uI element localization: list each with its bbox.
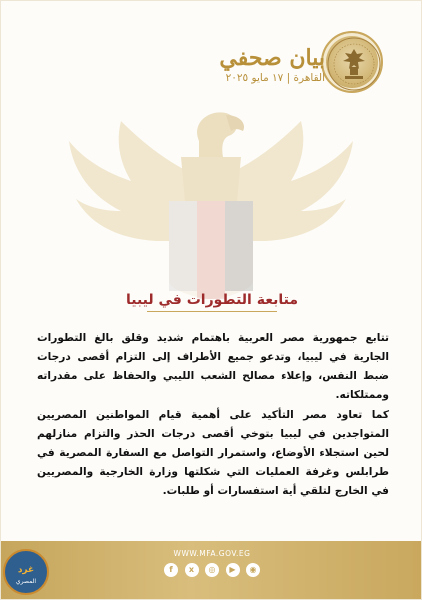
paragraph-2: كما تعاود مصر التأكيد على أهمية قيام المواطنين المصريين المتواجدين في ليبيا بتوخي أقصى درجات الحذر والتزام منازلهم لحين استجلاء الأوضاع، واستمرار التواصل مع السفارة المصرية في طرابلس وغرفة العمليات التي شكلتها وزارة الخارجية والمصريين في الخارج لتلقي أية استفسارات أو طلبات. <box>37 409 389 497</box>
website-icon[interactable]: ◉ <box>246 563 260 577</box>
social-links <box>164 563 260 579</box>
website-url[interactable]: WWW.MFA.GOV.EG <box>173 549 251 558</box>
eagle-watermark-icon <box>61 101 361 301</box>
instagram-icon[interactable]: ◎ <box>205 563 219 577</box>
watermark-line-1: غرد <box>17 565 35 575</box>
watermark-stamp-logo <box>3 549 49 595</box>
paragraph-1: تتابع جمهورية مصر العربية باهتمام شديد وقلق بالغ التطورات الجارية في ليبيا، وتدعو جميع الأطراف إلى التزام أقصى درجات ضبط النفس، وإعلاء مصالح الشعب الليبي والحفاظ على مقدراته وممتلكاته. <box>37 332 389 401</box>
ministry-seal-logo <box>321 31 383 93</box>
document-heading-text: متابعة التطورات في ليبيا <box>125 292 298 308</box>
watermark-line-2: المصري <box>15 578 37 585</box>
document-heading <box>41 292 383 312</box>
footer-bar <box>1 541 422 600</box>
heading-underline <box>147 311 277 312</box>
youtube-icon[interactable]: ▶ <box>226 563 240 577</box>
press-release-title: بيان صحفي <box>219 45 325 71</box>
facebook-icon[interactable]: f <box>164 563 178 577</box>
x-icon[interactable]: x <box>185 563 199 577</box>
eagle-emblem-icon <box>323 33 385 95</box>
press-release-date: القاهرة | ١٧ مايو ٢٠٢٥ <box>225 72 325 84</box>
